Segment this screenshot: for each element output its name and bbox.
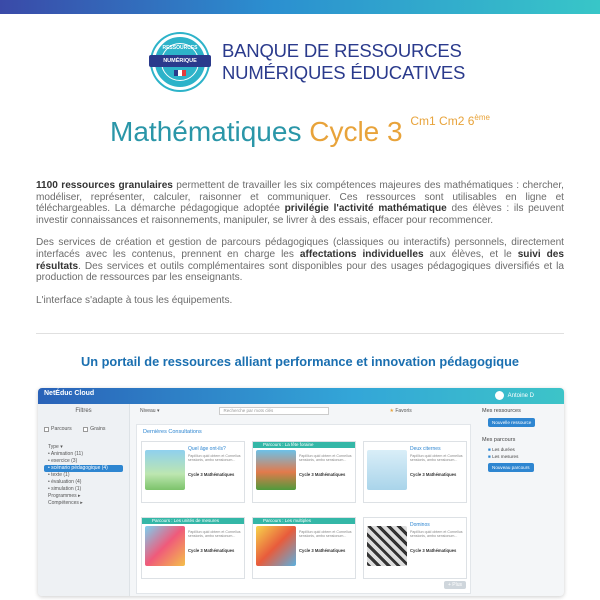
thumbnail-image: [256, 526, 296, 566]
parcours-card[interactable]: Parcours : Les unités de mesures Papilliun quid obtem et Cornelius sensionis, ambo sensionum... Cycle 3 Mathématiques: [141, 517, 245, 579]
app-header: [38, 388, 564, 404]
search-input[interactable]: Recherche par mots clés: [219, 407, 329, 415]
section-subtitle: Un portail de ressources alliant performance et innovation pédagogique: [80, 354, 520, 369]
filter-item[interactable]: • exercice (3): [48, 457, 78, 464]
panel-title: Dernières Consultations: [143, 429, 202, 435]
resource-card[interactable]: Quel âge ont-ils? Papilliun quid obtem et Cornelius sensionis, ambo sensionum... Cycle 3 Mathématiques: [141, 441, 245, 503]
toolbar: [134, 404, 474, 418]
thumbnail-image: [145, 450, 185, 490]
level-dropdown[interactable]: Niveau ▾: [140, 408, 160, 414]
paragraph-3: L'interface s'adapte à tous les équipements.: [36, 294, 233, 306]
thumbnail-image: [145, 526, 185, 566]
cycle-title: Cycle 3: [309, 116, 403, 147]
parcours-checkbox[interactable]: Parcours: [44, 426, 72, 432]
filters-sidebar: [38, 404, 130, 596]
page-title: [0, 113, 600, 148]
parcours-item[interactable]: ■ Les mesures: [488, 454, 519, 459]
paragraph-1: 1100 ressources granulaires permettent de travailler les six compétences majeures des mathématiques : chercher, modéliser, représenter, calculer, raisonner et communiquer. Ces ressources sont utilisables en ligne et téléchargeables. La démarche pédagogique adoptée privilégie l'activité mathématique des élèves : ils peuvent investir connaissances et raisonnements, manipuler, se livrer à des essais, effacer pour recommencer.: [36, 180, 564, 226]
brand-title: BANQUE DE RESSOURCES NUMÉRIQUES ÉDUCATIVES: [222, 40, 466, 83]
resource-card[interactable]: Dominos Papilliun quid obtem et Cornelius sensionis, ambo sensionum... Cycle 3 Mathématiques: [363, 517, 467, 579]
favorites-link[interactable]: ★ Favoris: [389, 408, 412, 414]
filter-item[interactable]: Type ▾: [48, 443, 63, 450]
new-resource-button[interactable]: Nouvelle ressource: [488, 418, 535, 427]
right-sidebar: [478, 404, 564, 596]
star-icon: ★: [389, 408, 396, 414]
main-content: [134, 404, 474, 596]
avatar: [495, 391, 504, 400]
parcours-card[interactable]: Parcours : Les multiples Papilliun quid obtem et Cornelius sensionis, ambo sensionum... Cycle 3 Mathématiques: [252, 517, 356, 579]
paragraph-2: Des services de création et gestion de parcours pédagogiques (classiques ou interactifs) personnels, directement interfacés avec les contenus, prennent en charge les affectations individuelles aux élèves, et le suivi des résultats. Des services et outils complémentaires sont disponibles pour des usages pédagogiques diversifiés et la production de ressources par les enseignants.: [36, 237, 564, 284]
filters-title: Filtres: [75, 408, 92, 414]
user-menu[interactable]: Antoine D: [495, 391, 534, 400]
intro-text: [36, 180, 564, 317]
parcours-item[interactable]: ■ Les durées: [488, 447, 515, 452]
more-button[interactable]: + Plus: [444, 581, 466, 589]
filter-item[interactable]: • texte (1): [48, 471, 70, 478]
resource-card[interactable]: Deux citernes Papilliun quid obtem et Cornelius sensionis, ambo sensionum... Cycle 3 Mathématiques: [363, 441, 467, 503]
thumbnail-image: [256, 450, 296, 490]
recent-panel: [136, 424, 471, 594]
app-logo[interactable]: NetÉduc Cloud: [44, 390, 95, 397]
header: [152, 34, 465, 90]
ressources-numeriques-logo: [152, 34, 208, 90]
my-parcours-title: Mes parcours: [482, 437, 516, 443]
thumbnail-image: [367, 526, 407, 566]
filter-item[interactable]: • Animation (11): [48, 450, 84, 457]
divider: [36, 333, 564, 334]
top-gradient-bar: [0, 0, 600, 14]
levels-title: Cm1 Cm2 6ème: [410, 113, 490, 128]
logo-band-text: NUMÉRIQUE: [149, 55, 211, 67]
subject-title: Mathématiques: [110, 116, 302, 147]
filter-list: [44, 444, 123, 507]
new-parcours-button[interactable]: Nouveau parcours: [488, 463, 534, 472]
logo-top-text: RESSOURCES: [162, 45, 198, 51]
my-resources-title: Mes ressources: [482, 408, 521, 414]
filter-item-selected[interactable]: • scénario pédagogique (4): [44, 465, 123, 472]
grains-checkbox[interactable]: Grains: [83, 426, 105, 432]
french-flag-icon: [174, 70, 186, 76]
filter-item[interactable]: Compétences ▸: [48, 499, 83, 506]
thumbnail-image: [367, 450, 407, 490]
parcours-card[interactable]: Parcours : La fête foraine Papilliun quid obtem et Cornelius sensionis, ambo sensionum... Cycle 3 Mathématiques: [252, 441, 356, 503]
filter-item[interactable]: • simulation (1): [48, 485, 82, 492]
filter-item[interactable]: Programmes ▸: [48, 492, 81, 499]
app-screenshot: [38, 388, 564, 596]
filter-item[interactable]: • évaluation (4): [48, 478, 82, 485]
